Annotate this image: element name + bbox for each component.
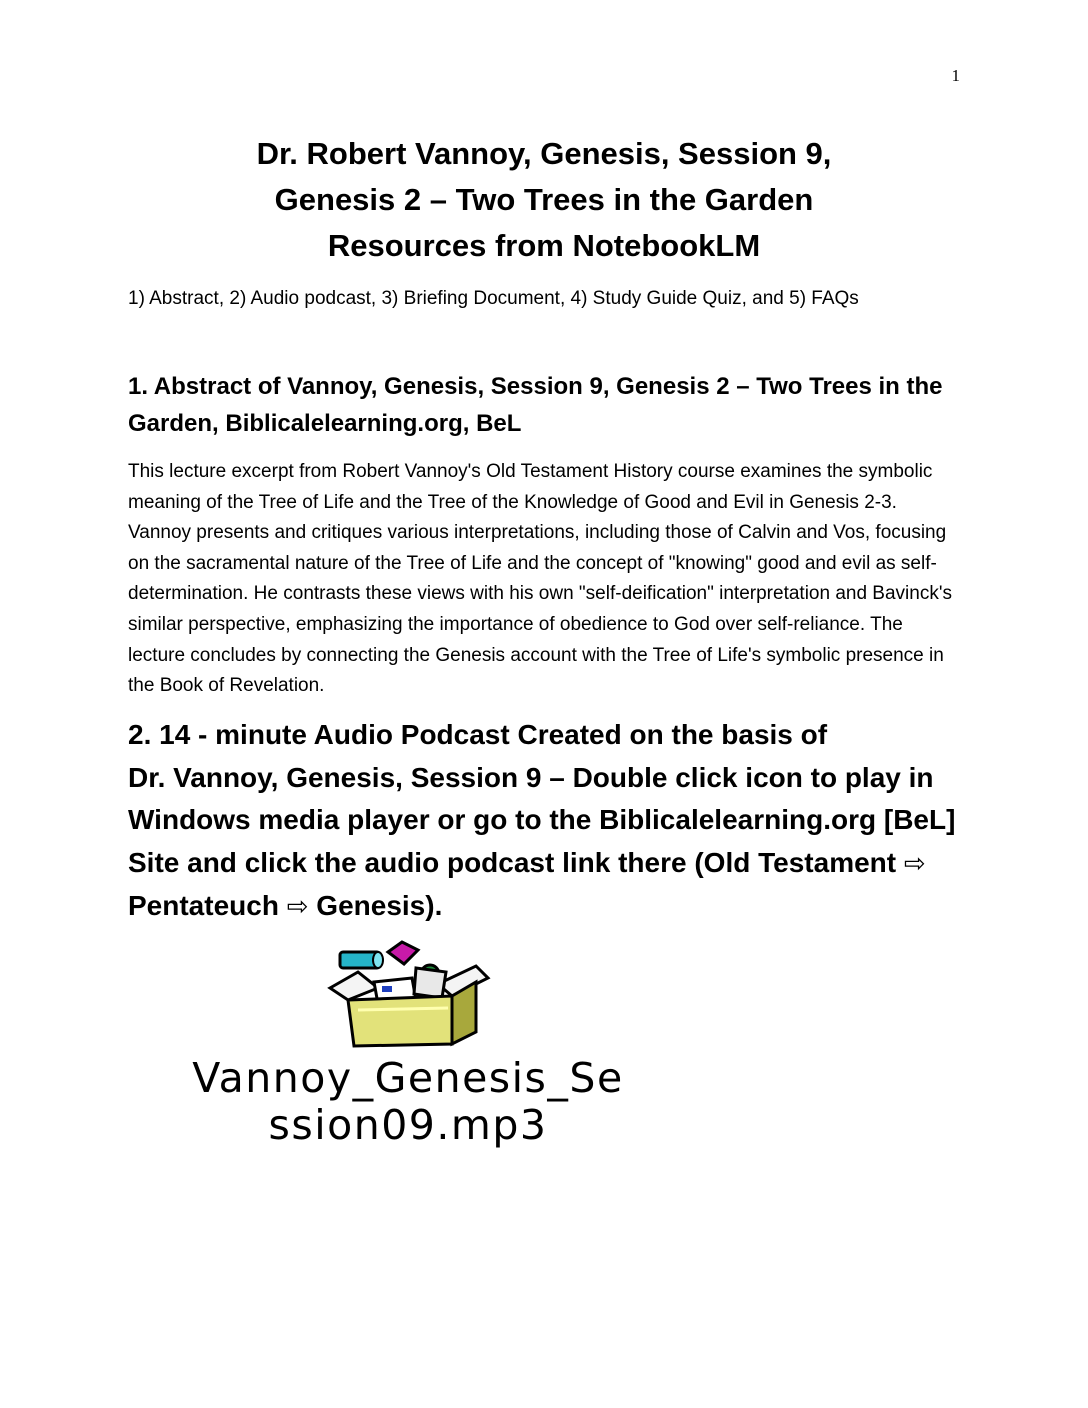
path-genesis: Genesis). <box>316 890 443 921</box>
section-1-heading: 1. Abstract of Vannoy, Genesis, Session 9, Genesis 2 – Two Trees in the Garden, Biblicalelearning.org, BeL <box>128 373 943 437</box>
page-number: 1 <box>951 66 960 85</box>
section-2-heading-text: Dr. Vannoy, Genesis, Session 9 – Double click icon to play in Windows media player or go to the Biblicalelearning.org [BeL] Site and click the audio podcast link there (Old Testament <box>128 761 956 878</box>
package-icon[interactable] <box>318 938 498 1048</box>
title-line-3: Resources from NotebookLM <box>327 228 761 263</box>
attachment-file-name[interactable] <box>128 1055 688 1149</box>
title-line-1: Dr. Robert Vannoy, Genesis, Session 9, <box>256 136 832 171</box>
abstract-paragraph: This lecture excerpt from Robert Vannoy's Old Testament History course examines the symbolic meaning of the Tree of Life and the Tree of the Knowledge of Good and Evil in Genesis 2-3. Vannoy presents and critiques various interpretations, including those of Calvin and Vos, focusing on the sacramental nature of the Tree of Life and the concept of "knowing" good and evil as self-determination. He contrasts these views with his own "self-deification" interpretation and Bavinck's similar perspective, emphasizing the importance of obedience to God over self-reliance. The lecture concludes by connecting the Genesis account with the Tree of Life's symbolic presence in the Book of Revelation. <box>128 461 952 697</box>
arrow-right-icon: ⇨ <box>903 848 926 879</box>
file-name-line-1: Vannoy_Genesis_Se <box>192 1054 624 1102</box>
contents-line: 1) Abstract, 2) Audio podcast, 3) Briefing Document, 4) Study Guide Quiz, and 5) FAQs <box>128 288 859 309</box>
path-pentateuch: Pentateuch <box>128 890 279 921</box>
document-title <box>0 131 1088 269</box>
title-line-2: Genesis 2 – Two Trees in the Garden <box>274 182 814 217</box>
arrow-right-icon: ⇨ <box>286 892 309 922</box>
file-name-line-2: ssion09.mp3 <box>268 1101 548 1149</box>
section-2-heading-line1: 2. 14 - minute Audio Podcast Created on the basis of <box>128 719 828 750</box>
section-2-heading <box>128 714 968 929</box>
